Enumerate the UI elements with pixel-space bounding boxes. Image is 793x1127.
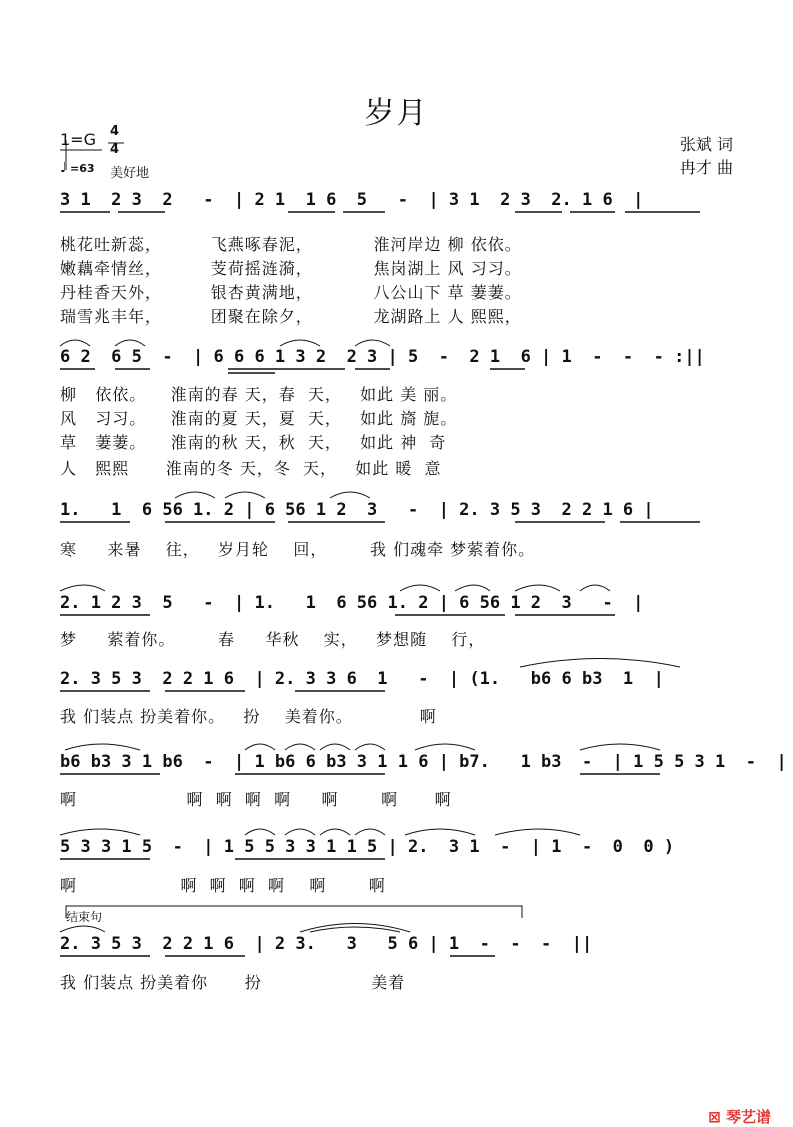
ending-segment-label: 结束句 [66,910,103,924]
lyric-line-2-3: 草 萋萋。 淮南的秋 天，秋 天， 如此 神 奇 [60,433,447,452]
tempo: =63 [70,162,95,175]
logo-mark-icon: ⊠ [708,1108,726,1126]
notation-line-5: 2. 3 5 3 2 2 1 6 | 2. 3 3 6 1 - | (1. b6 6 b3 1 | [60,669,664,689]
lyric-line-1-3: 丹桂香天外， 银杏黄满地， 八公山下 草 萋萋。 [60,283,522,302]
lyric-line-1-2: 嫩藕牵情丝， 芰荷摇涟漪， 焦岗湖上 风 习习。 [60,259,522,278]
lyric-line-7: 啊 啊 啊 啊 啊 啊 啊 [60,876,386,895]
lyric-line-1-1: 桃花吐新蕊， 飞燕啄春泥， 淮河岸边 柳 依依。 [60,235,522,254]
notation-line-6: b6 b3 3 1 b6 - | 1 b6 6 b3 3 1 1 6 | b7. 1 b3 - | 1 5 5 3 1 - | [60,752,787,772]
site-logo [698,1088,771,1127]
composer-credit: 冉才 曲 [679,158,733,177]
lyric-line-8: 我 们装点 扮美着你 扮 美着 [60,973,406,992]
lyric-line-6: 啊 啊 啊 啊 啊 啊 啊 啊 [60,790,452,809]
notation-line-2: 6 2 6 5 - | 6 6 6 1 3 2 2 3 | 5 - 2 1 6 | 1 - - - :|| [60,347,705,367]
logo-text: 琴艺谱 [725,1108,771,1126]
notation-line-1: 3 1 2 3 2 - | 2 1 1 6 5 - | 3 1 2 3 2. 1 6 | [60,190,644,210]
notation-line-3: 1. 1 6 56 1. 2 | 6 56 1 2 3 - | 2. 3 5 3 2 2 1 6 | [60,500,654,520]
notation-line-4: 2. 1 2 3 5 - | 1. 1 6 56 1. 2 | 6 56 1 2 3 - | [60,593,644,613]
time-signature-bottom: 4 [110,142,120,157]
quarter-note-icon: ♩ [60,160,67,176]
page-title: 岁月 [364,96,429,131]
notation-line-8: 2. 3 5 3 2 2 1 6 | 2 3. 3 5 6 | 1 - - - || [60,934,593,954]
lyricist-credit: 张斌 词 [679,135,733,154]
lyric-line-4: 梦 萦着你。 春 华秋 实， 梦想随 行， [60,630,486,649]
key-signature: 1=G [60,130,96,149]
lyric-line-1-4: 瑞雪兆丰年， 团聚在除夕， 龙湖路上 人 熙熙， [60,307,522,326]
lyric-line-2-4: 人 熙熙 淮南的冬 天，冬 天， 如此 暖 意 [60,459,442,478]
lyric-line-2-2: 风 习习。 淮南的夏 天，夏 天， 如此 旖 旎。 [60,409,458,428]
time-signature-top: 4 [110,124,120,139]
lyric-line-2-1: 柳 依依。 淮南的春 天，春 天， 如此 美 丽。 [60,385,458,404]
notation-line-7: 5 3 3 1 5 - | 1 5 5 3 3 1 1 5 | 2. 3 1 - | 1 - 0 0 ) [60,837,675,857]
lyric-line-5: 我 们装点 扮美着你。 扮 美着你。 啊 [60,707,437,726]
lyric-line-3: 寒 来暑 往， 岁月轮 回， 我 们魂牵 梦萦着你。 [60,540,536,559]
expression: 美好地 [110,166,150,181]
